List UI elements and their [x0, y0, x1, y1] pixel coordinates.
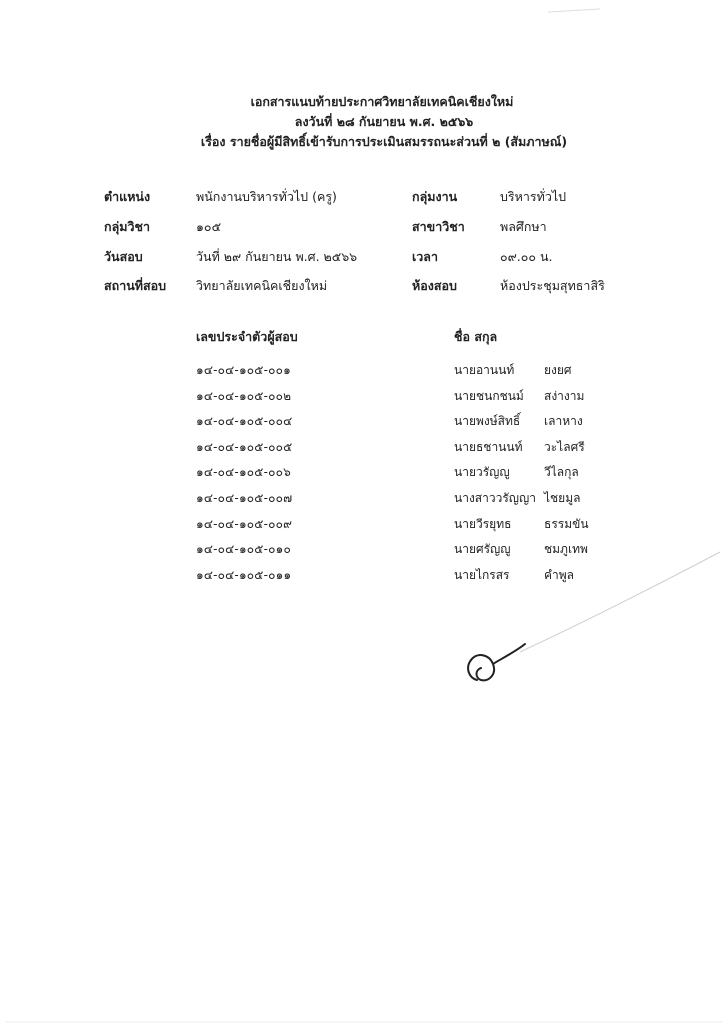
field-value: พลศึกษา	[500, 219, 547, 234]
exam-date-label: วันสอบ	[104, 249, 143, 264]
candidate-first-name: นายชนกชนม์	[454, 388, 524, 403]
subject-group-label: กลุ่มวิชา	[104, 219, 150, 234]
candidate-first-name: นายอานนท์	[454, 363, 515, 377]
candidate-first-name: นายวีรยุทธ	[454, 516, 512, 531]
candidate-first-name: นายศรัญญู	[454, 542, 511, 557]
candidate-name-header: ชื่อ สกุล	[454, 329, 498, 344]
time-label: เวลา	[412, 249, 438, 264]
room-label: ห้องสอบ	[412, 278, 457, 293]
candidate-id: ๑๔-๐๔-๑๐๕-๐๑๐	[196, 542, 291, 557]
workgroup-label: กลุ่มงาน	[412, 189, 458, 204]
candidate-last-name: ธรรมขัน	[544, 516, 589, 531]
position-value: พนักงานบริหารทั่วไป (ครู)	[196, 189, 337, 204]
candidate-id: ๑๔-๐๔-๑๐๕-๐๐๖	[196, 465, 291, 480]
candidate-id: ๑๔-๐๔-๑๐๕-๐๐๙	[196, 516, 293, 531]
candidate-first-name: นายธชานนท์	[454, 439, 523, 454]
document-subject: เรื่อง รายชื่อผู้มีสิทธิ์เข้ารับการประเมินสมรรถนะส่วนที่ ๒ (สัมภาษณ์)	[200, 134, 568, 149]
candidate-last-name: สง่างาม	[544, 388, 585, 403]
candidate-last-name: วะไลศรี	[544, 439, 585, 454]
candidate-id: ๑๔-๐๔-๑๐๕-๐๑๑	[196, 567, 292, 582]
candidate-last-name: ยงยศ	[544, 363, 572, 377]
candidate-id: ๑๔-๐๔-๑๐๕-๐๐๒	[196, 388, 292, 403]
candidate-first-name: นางสาววรัญญา	[454, 491, 536, 505]
candidate-first-name: นายพงษ์สิทธิ์	[454, 414, 521, 429]
workgroup-value: บริหารทั่วไป	[500, 189, 567, 204]
candidate-id: ๑๔-๐๔-๑๐๕-๐๐๔	[196, 414, 293, 429]
candidate-first-name: นายไกรสร	[454, 567, 510, 582]
candidate-last-name: คำพูล	[544, 567, 575, 582]
field-label: สาขาวิชา	[412, 219, 465, 234]
venue-label: สถานที่สอบ	[104, 278, 167, 293]
document-date: ลงวันที่ ๒๘ กันยายน พ.ศ. ๒๕๖๖	[294, 114, 474, 129]
candidate-first-name: นายวรัญญู	[454, 465, 510, 480]
room-value: ห้องประชุมสุทธาสิริ	[500, 278, 605, 293]
candidate-last-name: เลาหาง	[544, 414, 583, 429]
candidate-last-name: ไชยมูล	[544, 491, 581, 505]
candidate-id: ๑๔-๐๔-๑๐๕-๐๐๗	[196, 491, 293, 505]
candidate-last-name: วีไลกุล	[544, 465, 579, 480]
venue-value: วิทยาลัยเทคนิคเชียงใหม่	[196, 278, 328, 293]
document-title: เอกสารแนบท้ายประกาศวิทยาลัยเทคนิคเชียงใหม่	[250, 94, 514, 109]
signature-mark	[455, 540, 555, 700]
position-label: ตำแหน่ง	[104, 189, 151, 204]
subject-group-value: ๑๐๕	[196, 219, 222, 234]
candidate-id-header: เลขประจำตัวผู้สอบ	[196, 329, 298, 344]
time-value: ๐๙.๐๐ น.	[500, 249, 553, 264]
candidate-id: ๑๔-๐๔-๑๐๕-๐๐๕	[196, 439, 293, 454]
candidate-id: ๑๔-๐๔-๑๐๕-๐๐๑	[196, 363, 291, 377]
candidate-last-name: ชมภูเทพ	[544, 542, 588, 557]
exam-date-value: วันที่ ๒๙ กันยายน พ.ศ. ๒๕๖๖	[196, 249, 358, 264]
